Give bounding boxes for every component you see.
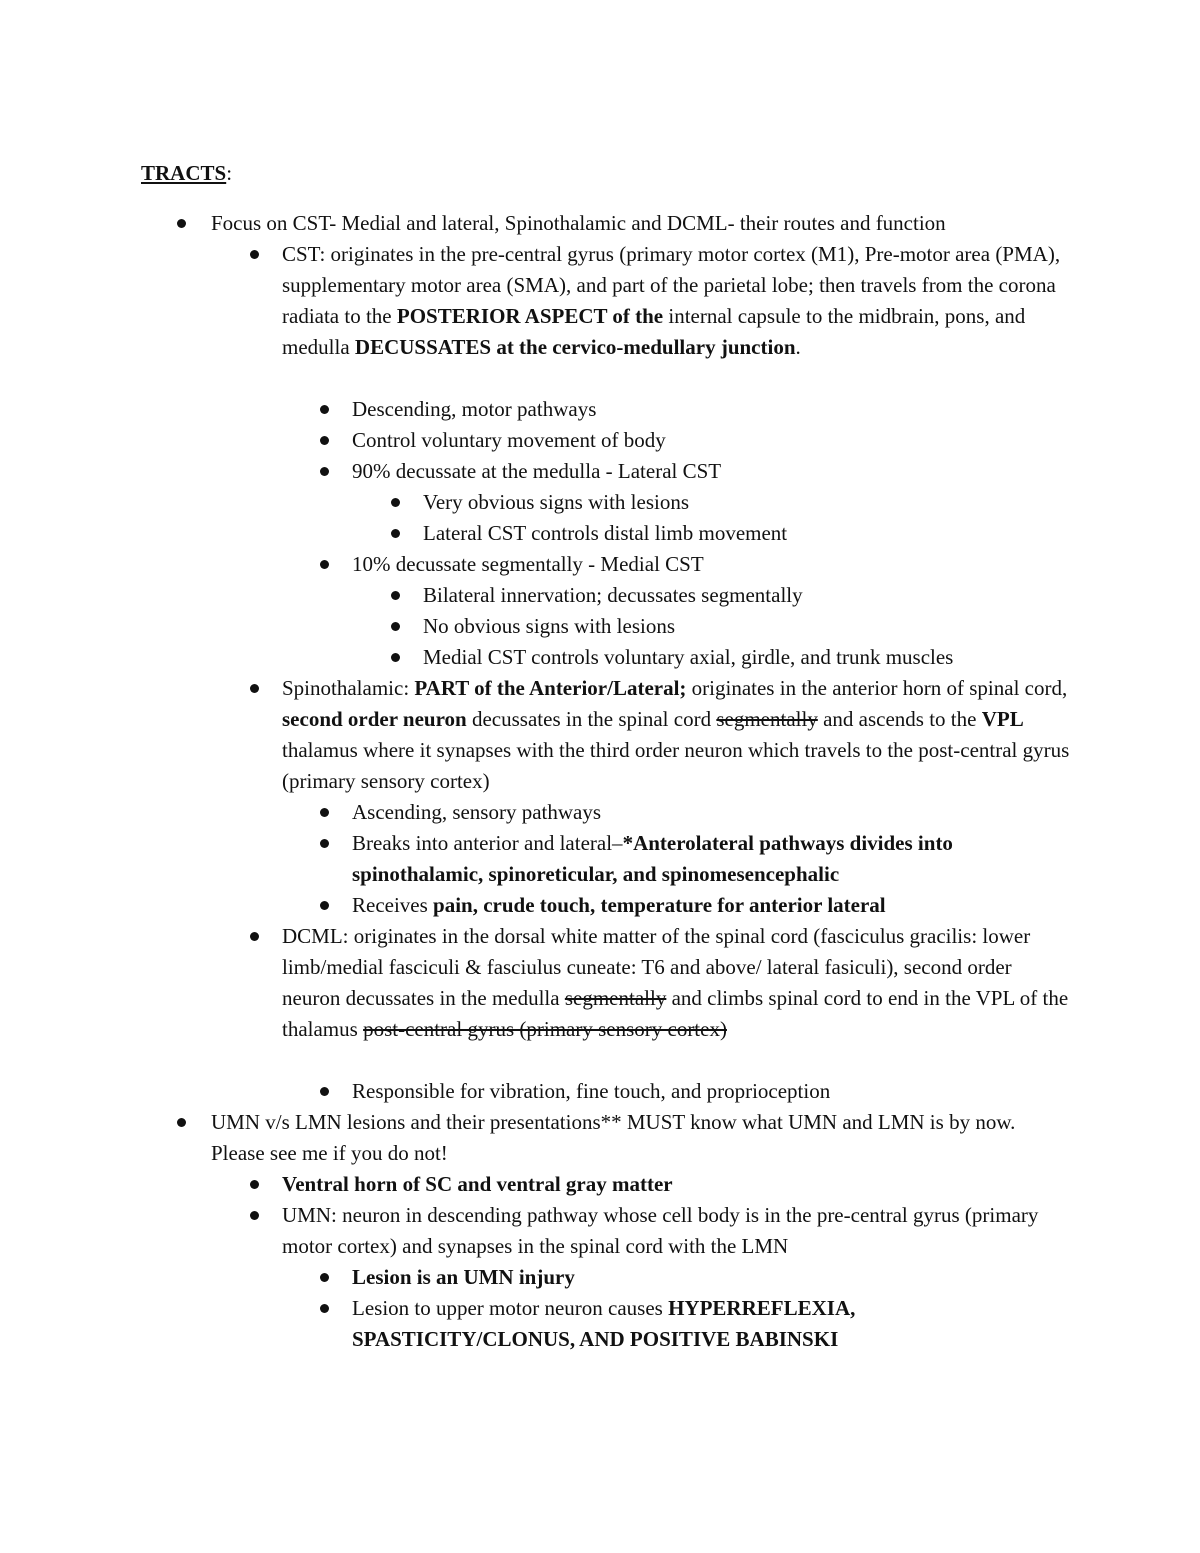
bullet-icon	[391, 653, 400, 662]
list-item-bilateral	[423, 580, 1073, 611]
bold-text: pain, crude touch, temperature for anterior lateral	[433, 893, 886, 917]
bullet-icon	[320, 436, 329, 445]
bold-text: POSTERIOR ASPECT of the	[396, 304, 664, 328]
text-run: Descending, motor pathways	[352, 397, 597, 421]
bullet-icon	[320, 808, 329, 817]
text-run: Receives	[352, 893, 434, 917]
text-run: 90% decussate at the medulla - Lateral CST	[352, 459, 722, 483]
bold-text: Lesion is an UMN injury	[352, 1265, 575, 1289]
text-run: DCML: originates in the dorsal white matter of the spinal cord (fasciculus gracilis: lower limb/medial fasciculi & fasciulus cuneate: T6 and above/ lateral fasiculi), second order neuron decussates in the medulla	[282, 924, 1031, 1010]
text-run: Ascending, sensory pathways	[352, 800, 602, 824]
list-item-control	[352, 425, 1072, 456]
bold-text: second order neuron	[282, 707, 467, 731]
bullet-icon	[320, 560, 329, 569]
list-item-spinothalamic	[282, 673, 1072, 797]
list-item-ten	[352, 549, 1072, 580]
bullet-icon	[391, 622, 400, 631]
list-item-umn-lmn	[211, 1107, 1071, 1169]
list-item-medial-axial	[423, 642, 1073, 673]
text-run: Medial CST controls voluntary axial, girdle, and trunk muscles	[423, 645, 954, 669]
bullet-icon	[320, 1304, 329, 1313]
text-run: and ascends to the	[817, 707, 982, 731]
text-run: Spinothalamic:	[282, 676, 415, 700]
section-heading	[141, 158, 232, 189]
text-run: Responsible for vibration, fine touch, and proprioception	[352, 1079, 831, 1103]
bullet-icon	[177, 1118, 186, 1127]
bullet-icon	[320, 1273, 329, 1282]
list-item-lateral-distal	[423, 518, 1073, 549]
text-run: internal capsule to the midbrain, pons, and medulla	[282, 304, 1026, 359]
list-item-ascending	[352, 797, 1072, 828]
text-run: Control voluntary movement of body	[352, 428, 666, 452]
text-run: decussates in the spinal cord	[466, 707, 717, 731]
strikethrough-text: segmentally	[716, 707, 818, 731]
bullet-icon	[250, 684, 259, 693]
bold-text: PART of the Anterior/Lateral;	[414, 676, 687, 700]
bullet-icon	[177, 219, 186, 228]
list-item-cst	[282, 239, 1072, 363]
bullet-icon	[391, 498, 400, 507]
text-run: Lesion to upper motor neuron causes	[352, 1296, 669, 1320]
bold-text: HYPERREFLEXIA, SPASTICITY/CLONUS, AND POSITIVE BABINSKI	[352, 1296, 856, 1351]
text-run: thalamus where it synapses with the third order neuron which travels to the post-central gyrus (primary sensory cortex)	[282, 738, 1070, 793]
list-item-descending	[352, 394, 1072, 425]
bullet-icon	[320, 839, 329, 848]
bullet-icon	[250, 1211, 259, 1220]
bold-text: *Anterolateral pathways divides into spinothalamic, spinoreticular, and spinomesencephalic	[352, 831, 953, 886]
bullet-icon	[320, 1087, 329, 1096]
strikethrough-text: segmentally	[564, 986, 667, 1010]
list-item-breaks	[352, 828, 1072, 890]
heading-colon: :	[226, 161, 233, 185]
list-item-receives	[352, 890, 1072, 921]
text-run: Lateral CST controls distal limb movement	[423, 521, 788, 545]
list-item-ventral	[282, 1169, 1072, 1200]
list-item-lesion-umn	[352, 1262, 1072, 1293]
text-run: Breaks into anterior and lateral–	[352, 831, 623, 855]
bullet-icon	[320, 901, 329, 910]
bold-text: DECUSSATES at the cervico-medullary junction	[354, 335, 796, 359]
bullet-icon	[250, 1180, 259, 1189]
list-item-responsible	[352, 1076, 1072, 1107]
text-run: Bilateral innervation; decussates segmentally	[423, 583, 803, 607]
bullet-icon	[250, 250, 259, 259]
text-run: UMN: neuron in descending pathway whose cell body is in the pre-central gyrus (primary motor cortex) and synapses in the spinal cord with the LMN	[282, 1203, 1039, 1258]
text-run: No obvious signs with lesions	[423, 614, 676, 638]
text-run: 10% decussate segmentally - Medial CST	[352, 552, 704, 576]
strikethrough-text: post-central gyrus (primary sensory cortex)	[363, 1017, 727, 1041]
text-run: originates in the anterior horn of spinal cord,	[686, 676, 1068, 700]
list-item-focus	[211, 208, 1071, 239]
text-run: CST: originates in the pre-central gyrus (primary motor cortex (M1), Pre-motor area (PMA), supplementary motor area (SMA), and part of the parietal lobe; then travels from the corona radiata to the	[282, 242, 1061, 328]
list-item-no-obvious	[423, 611, 1073, 642]
text-run: Very obvious signs with lesions	[423, 490, 690, 514]
bullet-icon	[320, 467, 329, 476]
bold-text: Ventral horn of SC and ventral gray matter	[282, 1172, 673, 1196]
list-item-obvious	[423, 487, 1073, 518]
list-item-umn-def	[282, 1200, 1072, 1262]
text-run: .	[795, 335, 801, 359]
bullet-icon	[391, 591, 400, 600]
list-item-lesion-upper	[352, 1293, 1072, 1355]
list-item-ninety	[352, 456, 1072, 487]
heading-title: TRACTS	[141, 161, 227, 185]
text-run: UMN v/s LMN lesions and their presentations** MUST know what UMN and LMN is by now. Please see me if you do not!	[211, 1110, 1016, 1165]
bullet-icon	[320, 405, 329, 414]
bullet-icon	[250, 932, 259, 941]
text-run: and climbs spinal cord to end in the VPL of the thalamus	[282, 986, 1069, 1041]
list-item-dcml	[282, 921, 1072, 1045]
bold-text: VPL	[981, 707, 1024, 731]
bullet-icon	[391, 529, 400, 538]
text-run: Focus on CST- Medial and lateral, Spinothalamic and DCML- their routes and function	[211, 211, 946, 235]
